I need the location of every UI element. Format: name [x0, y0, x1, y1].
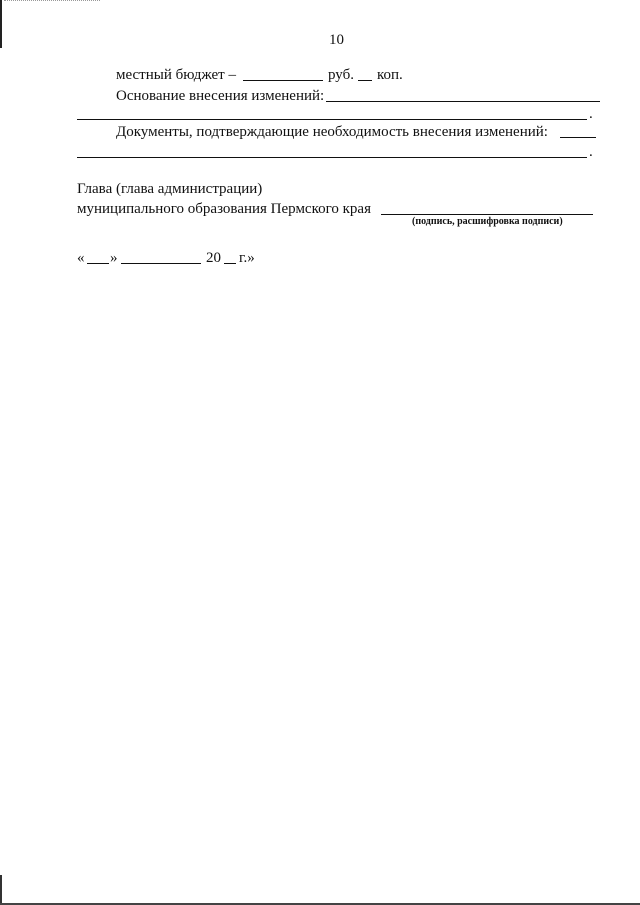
supporting-docs-blank [560, 137, 596, 138]
date-close-quote: » [110, 250, 118, 266]
budget-amount-blank [243, 80, 323, 81]
date-open-quote: « [77, 250, 85, 266]
change-basis-continuation-blank [77, 119, 587, 120]
year-prefix: 20 [206, 250, 221, 266]
page-number: 10 [329, 32, 344, 48]
signatory-title-line2: муниципального образования Пермского края [77, 201, 371, 217]
supporting-docs-continuation-blank [77, 157, 587, 158]
kop-label: коп. [377, 67, 403, 83]
change-basis-blank [326, 101, 600, 102]
year-blank [224, 263, 236, 264]
year-suffix: г.» [239, 250, 255, 266]
signature-blank [381, 214, 593, 215]
scan-edge-mark-bottom [0, 875, 2, 905]
supporting-docs-period: . [589, 144, 593, 160]
rub-label: руб. [328, 67, 354, 83]
day-blank [87, 263, 109, 264]
budget-label: местный бюджет – [116, 67, 236, 83]
signature-hint: (подпись, расшифровка подписи) [412, 216, 563, 227]
scan-edge-mark [0, 0, 2, 48]
change-basis-period: . [589, 106, 593, 122]
kopeck-amount-blank [358, 80, 372, 81]
scan-edge-dots [4, 0, 100, 4]
month-blank [121, 263, 201, 264]
signatory-title-line1: Глава (глава администрации) [77, 181, 263, 197]
change-basis-label: Основание внесения изменений: [116, 88, 325, 104]
supporting-docs-label: Документы, подтверждающие необходимость внесения изменений: [116, 124, 548, 140]
